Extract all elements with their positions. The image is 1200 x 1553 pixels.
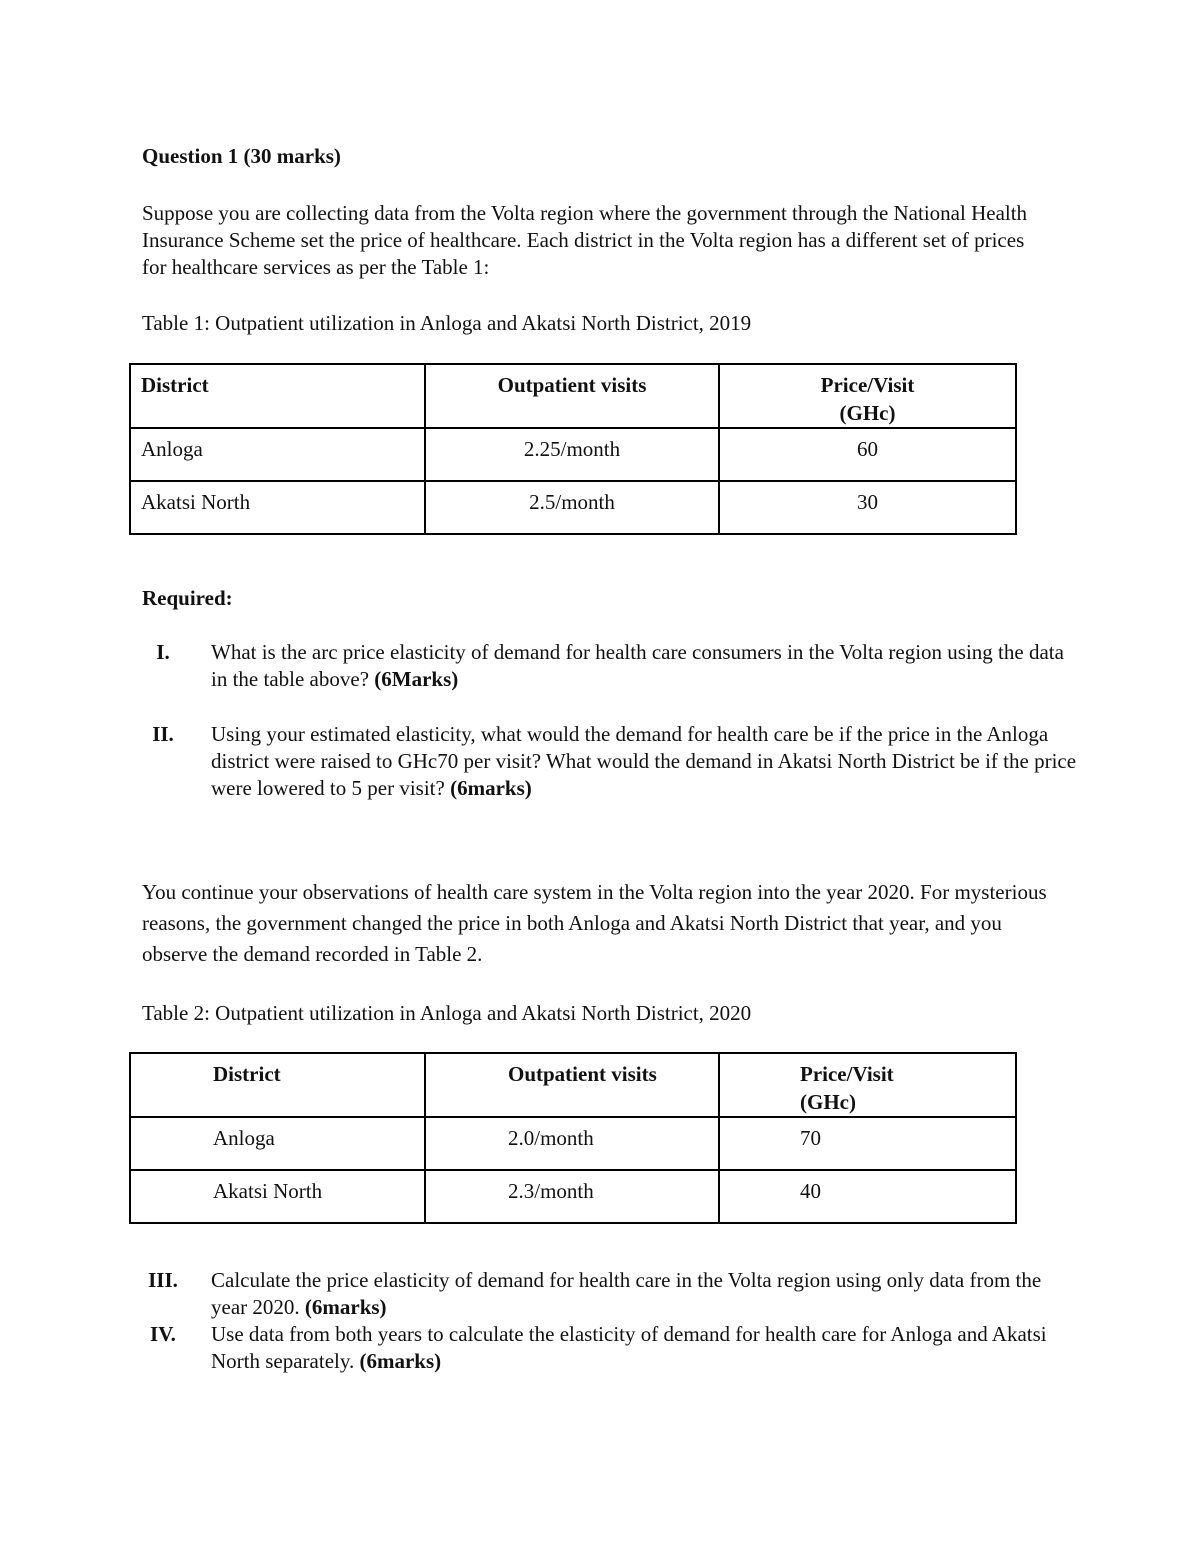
item-marks: (6Marks) bbox=[374, 667, 459, 691]
cell-visits: 2.3/month bbox=[425, 1170, 719, 1223]
item-number: III. bbox=[148, 1268, 178, 1292]
item-text bbox=[211, 721, 1081, 802]
question-intro: Suppose you are collecting data from the Volta region where the government through the National Health Insurance Scheme set the price of healthcare. Each district in the Volta region has a different set of prices for healthcare services as per the Table 1: bbox=[142, 201, 1028, 279]
item-number: IV. bbox=[150, 1322, 176, 1346]
header-price-label: Price/Visit bbox=[800, 1062, 894, 1086]
item-body: Calculate the price elasticity of demand for health care in the Volta region using only data from the year 2020. bbox=[211, 1268, 1042, 1319]
cell-visits: 2.25/month bbox=[425, 428, 719, 481]
table-header-row bbox=[130, 1053, 1016, 1117]
item-marks: (6marks) bbox=[304, 1295, 387, 1319]
item-body: Using your estimated elasticity, what would the demand for health care be if the price in the Anloga district were raised to GHc70 per visit? What would the demand in Akatsi North District be if the price were lowered to 5 per visit? bbox=[211, 722, 1077, 800]
question-title: Question 1 (30 marks) bbox=[142, 144, 341, 168]
table2-caption: Table 2: Outpatient utilization in Anloga and Akatsi North District, 2020 bbox=[142, 1001, 752, 1025]
item-body: Use data from both years to calculate the elasticity of demand for health care for Anloga and Akatsi North separately. bbox=[211, 1322, 1047, 1373]
cell-district: Akatsi North bbox=[130, 1170, 425, 1223]
item-text bbox=[211, 1267, 1081, 1321]
table1-caption: Table 1: Outpatient utilization in Anloga and Akatsi North District, 2019 bbox=[142, 311, 752, 335]
header-outpatient-visits: Outpatient visits bbox=[425, 1053, 719, 1117]
required-heading: Required: bbox=[142, 586, 233, 610]
cell-visits: 2.0/month bbox=[425, 1117, 719, 1170]
cell-visits: 2.5/month bbox=[425, 481, 719, 534]
header-currency-label: (GHc) bbox=[839, 401, 896, 425]
item-marks: (6marks) bbox=[359, 1349, 442, 1373]
table-row bbox=[130, 1170, 1016, 1223]
table1 bbox=[129, 363, 1017, 535]
header-outpatient-visits: Outpatient visits bbox=[425, 364, 719, 428]
cell-price: 70 bbox=[719, 1117, 1016, 1170]
item-text bbox=[211, 1321, 1081, 1375]
item-text bbox=[211, 639, 1081, 693]
header-price-visit bbox=[719, 1053, 1016, 1117]
cell-price: 40 bbox=[719, 1170, 1016, 1223]
header-price-visit bbox=[719, 364, 1016, 428]
table-row bbox=[130, 481, 1016, 534]
cell-district: Anloga bbox=[130, 1117, 425, 1170]
item-number: II. bbox=[152, 722, 174, 746]
cell-price: 30 bbox=[719, 481, 1016, 534]
header-price-label: Price/Visit bbox=[820, 373, 915, 397]
header-district: District bbox=[130, 1053, 425, 1117]
table-header-row bbox=[130, 364, 1016, 428]
cell-district: Akatsi North bbox=[130, 481, 425, 534]
item-body: What is the arc price elasticity of demand for health care consumers in the Volta region using the data in the table above? bbox=[211, 640, 1064, 691]
continuation-paragraph: You continue your observations of health care system in the Volta region into the year 2020. For mysterious reasons, the government changed the price in both Anloga and Akatsi North District that year, and you observe the demand recorded in Table 2. bbox=[142, 880, 1047, 966]
header-district: District bbox=[130, 364, 425, 428]
table2 bbox=[129, 1052, 1017, 1224]
cell-price: 60 bbox=[719, 428, 1016, 481]
item-number: I. bbox=[156, 640, 170, 664]
item-marks: (6marks) bbox=[450, 776, 532, 800]
table-row bbox=[130, 428, 1016, 481]
header-currency-label: (GHc) bbox=[800, 1090, 856, 1114]
table-row bbox=[130, 1117, 1016, 1170]
cell-district: Anloga bbox=[130, 428, 425, 481]
